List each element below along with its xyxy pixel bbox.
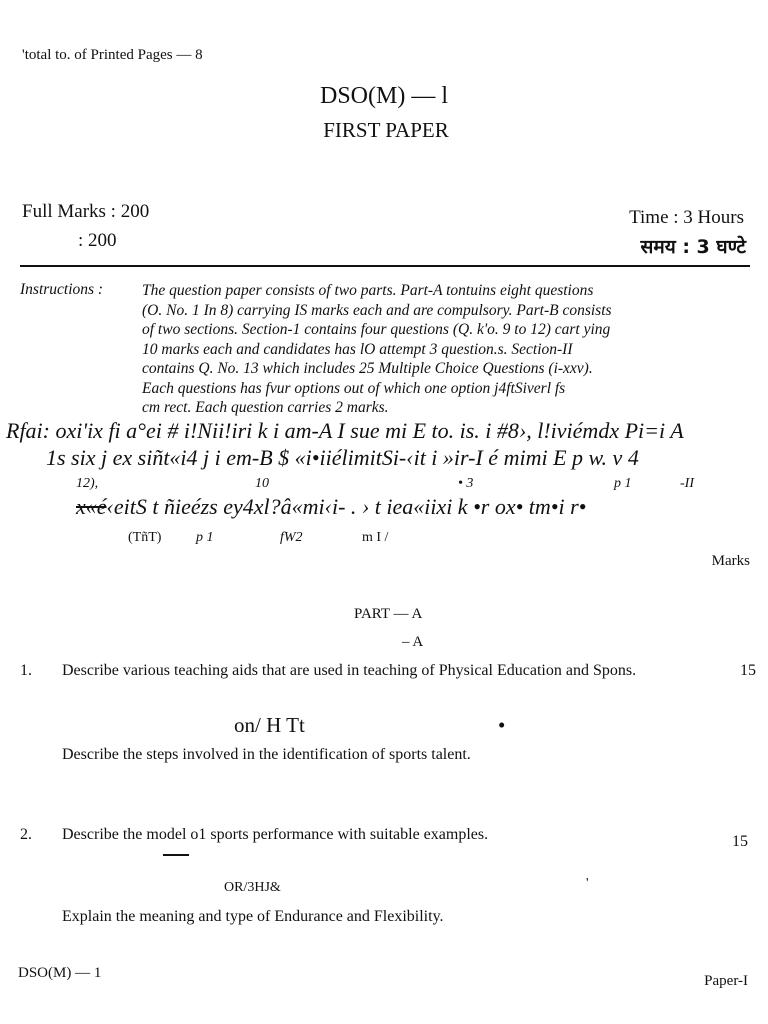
hindi-instructions-line-3: [76, 494, 586, 520]
marks-column-label: Marks: [711, 553, 750, 569]
question-number: 1.: [20, 662, 32, 679]
hindi-fragment: p 1: [614, 476, 632, 491]
or-divider-bullet: •: [498, 713, 506, 737]
time-allowed: Time : 3 Hours: [629, 207, 744, 228]
question-text: Describe various teaching aids that are used in teaching of Physical Education and Spons.: [62, 662, 637, 679]
question-number: 2.: [20, 826, 32, 843]
hindi-fragment: p 1: [196, 530, 214, 545]
full-marks: Full Marks : 200: [22, 201, 150, 222]
or-divider: on/ H Tt: [234, 713, 305, 737]
struck-text: x«é: [76, 494, 107, 519]
printed-pages-note: 'total to. of Printed Pages — 8: [22, 47, 203, 63]
part-title: PART — A: [354, 606, 423, 622]
footer-code: DSO(M) — 1: [18, 965, 102, 981]
instruction-line: Each questions has fvur options out of which one option j4ftSiverl fs: [142, 379, 566, 397]
part-subtitle: – A: [402, 634, 424, 650]
instruction-line: of two sections. Section-1 contains four questions (Q. k'o. 9 to 12) cart ying: [142, 321, 611, 338]
hindi-fragment: m I /: [362, 530, 389, 545]
instruction-line: contains Q. No. 13 which includes 25 Multiple Choice Questions (i-xxv).: [142, 360, 593, 377]
header-rule: [20, 265, 750, 267]
hindi-fragment: fW2: [280, 530, 303, 545]
hindi-fragment: 12),: [76, 476, 99, 491]
paper-code: DSO(M) — l: [319, 83, 448, 109]
instruction-line: 10 marks each and candidates has lO attempt 3 question.s. Section-II: [142, 340, 573, 358]
hindi-fragment: -II: [680, 476, 694, 491]
instruction-line: (O. No. 1 In 8) carrying IS marks each and are compulsory. Part-B consists: [142, 301, 612, 319]
hindi-fragment: 10: [255, 476, 269, 491]
question-alternative: Explain the meaning and type of Endurance and Flexibility.: [62, 908, 444, 925]
or-divider-mark: ': [586, 876, 589, 891]
paper-title: FIRST PAPER: [323, 118, 449, 142]
question-marks: 15: [732, 833, 748, 850]
hindi-instructions-line-1: Rfai: oxi'ix fi a°ei # i!Nii!iri k i am-A I sue mi E to. is. i #8›, l!iviémdx Pi=i A: [6, 418, 684, 443]
hindi-line-3-text: ‹eitS t ñieézs ey4xl?â«mi‹i- . › t iea«iixi k •r ox• tm•i r•: [106, 494, 587, 519]
underline-mark: [163, 854, 189, 856]
question-text: Describe the model o1 sports performance with suitable examples.: [62, 826, 489, 843]
question-alternative: Describe the steps involved in the identification of sports talent.: [62, 746, 471, 763]
full-marks-hindi: : 200: [78, 230, 117, 251]
footer-paper: Paper-I: [704, 973, 748, 989]
or-divider: OR/3HJ&: [224, 880, 281, 895]
question-marks: 15: [740, 662, 756, 679]
instructions-body: [142, 281, 718, 418]
instruction-line: cm rect. Each question carries 2 marks.: [142, 399, 389, 416]
time-allowed-hindi: समय : 3 घण्टे: [640, 236, 746, 258]
instructions-label: Instructions :: [20, 281, 104, 298]
hindi-fragment: (TñT): [128, 530, 162, 545]
hindi-fragment: • 3: [458, 476, 474, 491]
instruction-line: The question paper consists of two parts. Part-A tontuins eight questions: [142, 282, 594, 299]
hindi-instructions-line-2: 1s six j ex siñt«i4 j i em-B $ «i•iiélimitSi-‹it i »ir-I é mimi E p w. v 4: [46, 445, 639, 470]
